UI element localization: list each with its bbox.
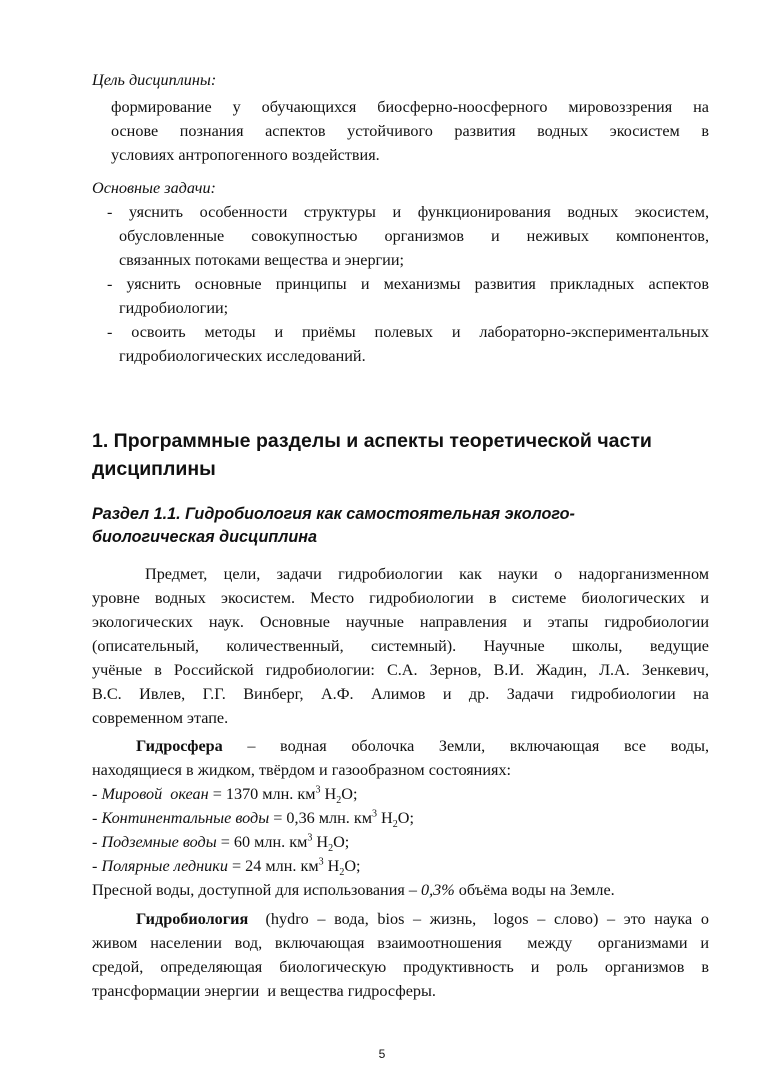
goal-label: Цель дисциплины: [92,71,217,89]
subsection-title-line-2: биологическая дисциплина [92,528,318,546]
goal-line-1: формирование у обучающихся биосферно-ноосферного мировоззрения на [111,98,709,116]
hydrobiology-line-3: средой, определяющая биологическую продуктивность и роль организмов в [92,958,709,976]
tasks-line-4: - уяснить основные принципы и механизмы развития прикладных аспектов [107,275,709,293]
tasks-line-1: - уяснить особенности структуры и функционирования водных экосистем, [107,203,709,221]
hydrobiology-def-line-1 [136,910,709,929]
hydrobiology-def-text: (hydro – вода, bios – жизнь, logos – слово) – это наука о [248,910,709,928]
subsection-title-line-1: Раздел 1.1. Гидробиология как самостоятельная эколого- [92,505,575,523]
tasks-line-5: гидробиологии; [119,299,229,317]
hydrosphere-item-underground: - Подземные воды = 60 млн. $км^3$ $H_2O$; [92,832,350,855]
goal-line-2: основе познания аспектов устойчивого развития водных экосистем в [111,122,709,140]
hydrosphere-term: Гидросфера [136,737,223,755]
tasks-line-7: гидробиологических исследований. [119,347,366,365]
hydrobiology-line-4: трансформации энергии и вещества гидросферы. [92,982,436,1000]
hydrosphere-item-ocean: - Мировой океан = 1370 млн. $км^3$ $H_2O$; [92,784,358,807]
para1-line-6: В.С. Ивлев, Г.Г. Винберг, А.Ф. Алимов и др. Задачи гидробиологии на [92,685,709,703]
tasks-line-3: связанных потоками вещества и энергии; [119,251,405,269]
section-title-line-1: 1. Программные разделы и аспекты теоретической части [92,430,652,452]
hydrosphere-def-line-1 [136,737,709,756]
hydrosphere-item-continental: - Континентальные воды = 0,36 млн. $км^3$ $H_2O$; [92,808,414,831]
page-number: 5 [378,1047,386,1061]
tasks-label: Основные задачи: [92,179,216,197]
para1-line-3: экологических наук. Основные научные направления и этапы гидробиологии [92,613,709,631]
tasks-line-6: - освоить методы и приёмы полевых и лабораторно-экспериментальных [107,323,709,341]
fresh-water-line: Пресной воды, доступной для использования – 0,3% объёма воды на Земле. [92,881,615,899]
section-title-line-2: дисциплины [92,458,216,480]
para1-line-5: учёные в Российской гидробиологии: С.А. Зернов, В.И. Жадин, Л.А. Зенкевич, [92,661,709,679]
hydrosphere-def-line-2: находящиеся в жидком, твёрдом и газообразном состояниях: [92,761,512,779]
para1-line-1: Предмет, цели, задачи гидробиологии как науки о надорганизменном [145,565,709,583]
hydrosphere-item-glaciers: - Полярные ледники = 24 млн. $км^3$ $H_2O$; [92,856,361,879]
tasks-line-2: обусловленные совокупностью организмов и неживых компонентов, [119,227,709,245]
goal-line-3: условиях антропогенного воздействия. [111,146,380,164]
hydrobiology-term: Гидробиология [136,910,249,928]
para1-line-2: уровне водных экосистем. Место гидробиологии в системе биологических и [92,589,709,607]
para1-line-7: современном этапе. [92,709,229,727]
hydrosphere-def-text: – водная оболочка Земли, включающая все воды, [222,737,709,755]
para1-line-4: (описательный, количественный, системный). Научные школы, ведущие [92,637,709,655]
hydrobiology-line-2: живом населении вод, включающая взаимоотношения между организмами и [92,934,709,952]
